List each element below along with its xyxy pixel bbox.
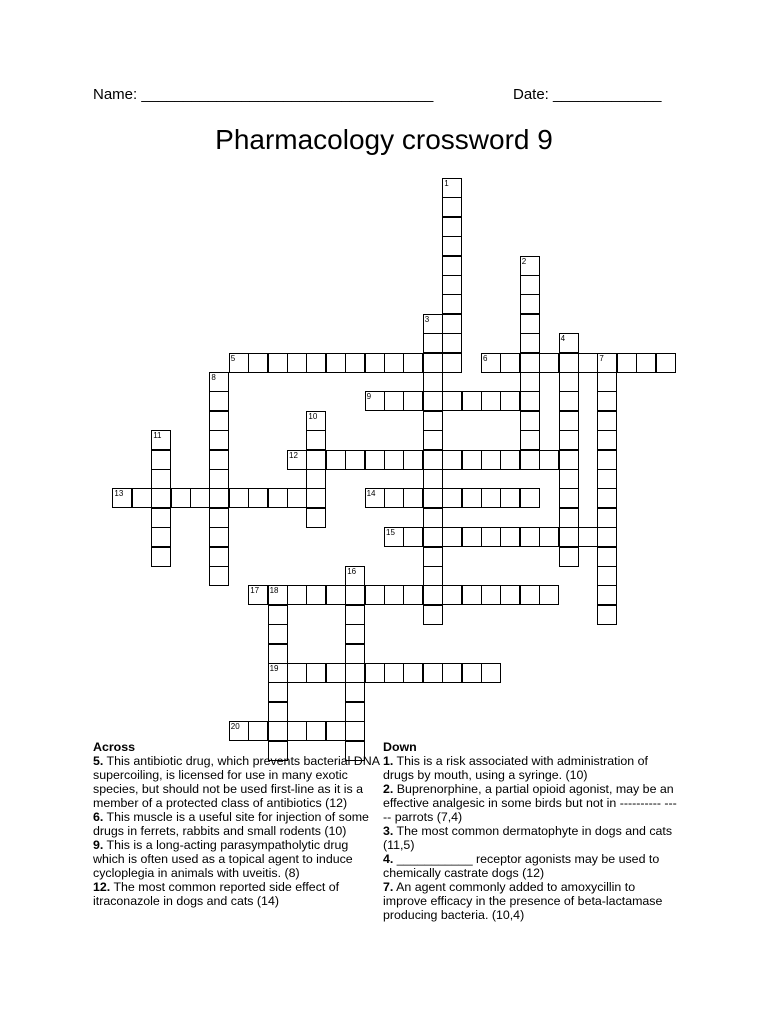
grid-cell[interactable]: [462, 663, 482, 683]
grid-cell[interactable]: [462, 391, 482, 411]
grid-cell[interactable]: [520, 275, 540, 295]
down-clues: [383, 740, 678, 922]
grid-cell[interactable]: [481, 488, 501, 508]
grid-cell[interactable]: [209, 488, 229, 508]
grid-cell[interactable]: [403, 353, 423, 373]
grid-cell[interactable]: [306, 469, 326, 489]
grid-cell[interactable]: [539, 585, 559, 605]
grid-cell[interactable]: [365, 391, 385, 411]
grid-cell[interactable]: [481, 450, 501, 470]
grid-cell[interactable]: [520, 294, 540, 314]
grid-cell[interactable]: [151, 547, 171, 567]
grid-cell[interactable]: [500, 353, 520, 373]
grid-cell[interactable]: [442, 294, 462, 314]
grid-cell[interactable]: [229, 721, 249, 741]
clue-number: 3: [424, 314, 430, 324]
grid-cell[interactable]: [423, 585, 443, 605]
grid-cell[interactable]: [423, 527, 443, 547]
clue-number: 6: [483, 353, 488, 363]
grid-cell[interactable]: [423, 469, 443, 489]
grid-cell[interactable]: [112, 488, 132, 508]
grid-cell[interactable]: [559, 547, 579, 567]
name-field-line: Name: ___________________________________: [93, 86, 434, 103]
grid-cell[interactable]: [500, 585, 520, 605]
clue-number: 2: [521, 256, 527, 266]
grid-cell[interactable]: [656, 353, 676, 373]
grid-cell[interactable]: [539, 527, 559, 547]
grid-cell[interactable]: [462, 450, 482, 470]
grid-cell[interactable]: [384, 450, 404, 470]
grid-cell[interactable]: [559, 372, 579, 392]
clue-number: 5.: [93, 754, 104, 768]
grid-cell[interactable]: [597, 527, 617, 547]
grid-cell[interactable]: [597, 372, 617, 392]
down-clue: [383, 852, 678, 880]
grid-cell[interactable]: [209, 391, 229, 411]
grid-cell[interactable]: [384, 391, 404, 411]
grid-cell[interactable]: [384, 353, 404, 373]
grid-cell[interactable]: [520, 585, 540, 605]
grid-cell[interactable]: [209, 450, 229, 470]
grid-cell[interactable]: [597, 430, 617, 450]
clue-number: 5: [230, 353, 236, 363]
clue-number: 13: [114, 489, 124, 499]
grid-cell[interactable]: [597, 585, 617, 605]
grid-cell[interactable]: [248, 488, 268, 508]
grid-cell[interactable]: [423, 314, 443, 334]
grid-cell[interactable]: [423, 547, 443, 567]
grid-cell[interactable]: [500, 488, 520, 508]
grid-cell[interactable]: [209, 430, 229, 450]
grid-cell[interactable]: [423, 430, 443, 450]
grid-cell[interactable]: [462, 585, 482, 605]
grid-cell[interactable]: [268, 644, 288, 664]
grid-cell[interactable]: [248, 353, 268, 373]
grid-cell[interactable]: [559, 353, 579, 373]
grid-cell[interactable]: [423, 391, 443, 411]
grid-cell[interactable]: [306, 721, 326, 741]
grid-cell[interactable]: [365, 663, 385, 683]
grid-cell[interactable]: [306, 353, 326, 373]
grid-cell[interactable]: [345, 721, 365, 741]
clue-number: 4.: [383, 852, 394, 866]
grid-cell[interactable]: [268, 585, 288, 605]
grid-cell[interactable]: [423, 333, 443, 353]
grid-cell[interactable]: [384, 527, 404, 547]
grid-cell[interactable]: [481, 585, 501, 605]
grid-cell[interactable]: [345, 624, 365, 644]
clue-number: 4: [560, 334, 566, 344]
grid-cell[interactable]: [423, 372, 443, 392]
grid-cell[interactable]: [481, 527, 501, 547]
clue-number: 9: [366, 392, 372, 402]
clue-text: ___________ receptor agonists may be used to chemically castrate dogs (12): [383, 852, 660, 880]
grid-cell[interactable]: [481, 391, 501, 411]
grid-cell[interactable]: [248, 585, 268, 605]
grid-cell[interactable]: [365, 488, 385, 508]
grid-cell[interactable]: [345, 585, 365, 605]
grid-cell[interactable]: [171, 488, 191, 508]
grid-cell[interactable]: [132, 488, 152, 508]
grid-cell[interactable]: [306, 488, 326, 508]
grid-cell[interactable]: [306, 450, 326, 470]
down-heading: Down: [383, 740, 417, 754]
grid-cell[interactable]: [636, 353, 656, 373]
grid-cell[interactable]: [345, 353, 365, 373]
grid-cell[interactable]: [384, 585, 404, 605]
grid-cell[interactable]: [151, 430, 171, 450]
grid-cell[interactable]: [151, 488, 171, 508]
grid-cell[interactable]: [462, 527, 482, 547]
grid-cell[interactable]: [520, 256, 540, 276]
across-clue: [93, 754, 383, 810]
grid-cell[interactable]: [442, 353, 462, 373]
grid-cell[interactable]: [500, 527, 520, 547]
grid-cell[interactable]: [403, 450, 423, 470]
clue-number: 11: [153, 431, 162, 441]
grid-cell[interactable]: [268, 721, 288, 741]
grid-cell[interactable]: [597, 391, 617, 411]
grid-cell[interactable]: [306, 508, 326, 528]
grid-cell[interactable]: [559, 333, 579, 353]
grid-cell[interactable]: [520, 450, 540, 470]
clue-number: 8: [211, 373, 216, 382]
grid-cell[interactable]: [423, 488, 443, 508]
grid-cell[interactable]: [617, 353, 637, 373]
grid-cell[interactable]: [520, 333, 540, 353]
grid-cell[interactable]: [287, 450, 307, 470]
clue-number: 6.: [93, 810, 104, 824]
grid-cell[interactable]: [442, 275, 462, 295]
grid-cell[interactable]: [442, 391, 462, 411]
clue-text: The most common reported side effect of itraconazole in dogs and cats (14): [93, 880, 340, 908]
clue-number: 2.: [383, 782, 394, 796]
grid-cell[interactable]: [365, 450, 385, 470]
grid-cell[interactable]: [384, 488, 404, 508]
across-clue: [93, 810, 383, 838]
clue-number: 10: [308, 411, 318, 421]
grid-cell[interactable]: [559, 391, 579, 411]
grid-cell[interactable]: [442, 488, 462, 508]
grid-cell[interactable]: [209, 372, 229, 392]
grid-cell[interactable]: [597, 353, 617, 373]
clue-number: 7: [599, 353, 604, 363]
grid-cell[interactable]: [462, 488, 482, 508]
clue-text: The most common dermatophyte in dogs and cats (11,5): [383, 824, 673, 852]
grid-cell[interactable]: [578, 353, 598, 373]
grid-cell[interactable]: [287, 663, 307, 683]
clue-number: 18: [269, 586, 279, 596]
clue-number: 7.: [383, 880, 394, 894]
clue-number: 14: [366, 489, 376, 499]
grid-cell[interactable]: [345, 663, 365, 683]
grid-cell[interactable]: [209, 547, 229, 567]
grid-cell[interactable]: [268, 605, 288, 625]
grid-cell[interactable]: [306, 430, 326, 450]
grid-cell[interactable]: [442, 314, 462, 334]
grid-cell[interactable]: [403, 391, 423, 411]
grid-cell[interactable]: [365, 353, 385, 373]
grid-cell[interactable]: [268, 682, 288, 702]
clue-number: 12: [289, 450, 298, 460]
grid-cell[interactable]: [442, 585, 462, 605]
grid-cell[interactable]: [326, 721, 346, 741]
grid-cell[interactable]: [326, 585, 346, 605]
grid-cell[interactable]: [403, 527, 423, 547]
grid-cell[interactable]: [597, 450, 617, 470]
grid-cell[interactable]: [268, 663, 288, 683]
grid-cell[interactable]: [423, 663, 443, 683]
grid-cell[interactable]: [423, 508, 443, 528]
grid-cell[interactable]: [209, 411, 229, 431]
grid-cell[interactable]: [306, 411, 326, 431]
grid-cell[interactable]: [287, 488, 307, 508]
grid-cell[interactable]: [442, 663, 462, 683]
clue-text: This is a risk associated with administration of drugs by mouth, using a syringe. (10): [383, 754, 648, 782]
grid-cell[interactable]: [248, 721, 268, 741]
clue-number: 1.: [383, 754, 394, 768]
grid-cell[interactable]: [559, 411, 579, 431]
grid-cell[interactable]: [442, 256, 462, 276]
grid-cell[interactable]: [268, 353, 288, 373]
clue-number: 15: [386, 528, 395, 538]
clue-text: This antibiotic drug, which prevents bacterial DNA supercoiling, is licensed for use in many exotic species, but should not be used first-line as it is a member of a protected class of antibiotics (12): [93, 754, 380, 810]
grid-cell[interactable]: [500, 450, 520, 470]
grid-cell[interactable]: [345, 566, 365, 586]
grid-cell[interactable]: [597, 547, 617, 567]
down-clue: [383, 824, 678, 852]
grid-cell[interactable]: [306, 663, 326, 683]
grid-cell[interactable]: [597, 469, 617, 489]
across-heading: Across: [93, 740, 136, 754]
grid-cell[interactable]: [345, 450, 365, 470]
grid-cell[interactable]: [597, 508, 617, 528]
page-title: Pharmacology crossword 9: [215, 124, 553, 155]
clue-number: 9.: [93, 838, 104, 852]
grid-cell[interactable]: [500, 391, 520, 411]
grid-cell[interactable]: [442, 178, 462, 198]
grid-cell[interactable]: [481, 353, 501, 373]
grid-cell[interactable]: [345, 644, 365, 664]
clue-number: 16: [347, 567, 357, 576]
grid-cell[interactable]: [384, 663, 404, 683]
clue-number: 12.: [93, 880, 111, 894]
grid-cell[interactable]: [559, 430, 579, 450]
grid-cell[interactable]: [423, 566, 443, 586]
date-field-line: Date: _____________: [513, 86, 662, 103]
grid-cell[interactable]: [559, 469, 579, 489]
grid-cell[interactable]: [597, 566, 617, 586]
grid-cell[interactable]: [520, 411, 540, 431]
clue-text: This muscle is a useful site for injection of some drugs in ferrets, rabbits and small rodents (10): [93, 810, 369, 838]
clue-number: 20: [230, 722, 240, 732]
grid-cell[interactable]: [520, 372, 540, 392]
grid-cell[interactable]: [326, 353, 346, 373]
grid-cell[interactable]: [326, 450, 346, 470]
down-clue: [383, 782, 678, 824]
clue-number: 17: [250, 586, 260, 596]
grid-cell[interactable]: [345, 702, 365, 722]
grid-cell[interactable]: [578, 527, 598, 547]
grid-cell[interactable]: [306, 585, 326, 605]
grid-cell[interactable]: [442, 217, 462, 237]
grid-cell[interactable]: [268, 624, 288, 644]
across-clue: [93, 838, 383, 880]
grid-cell[interactable]: [209, 527, 229, 547]
grid-cell[interactable]: [442, 333, 462, 353]
grid-cell[interactable]: [151, 508, 171, 528]
clue-text: An agent commonly added to amoxycillin to improve efficacy in the presence of beta-lactamase producing bacteria. (10,4): [383, 880, 663, 922]
grid-cell[interactable]: [520, 314, 540, 334]
grid-cell[interactable]: [423, 450, 443, 470]
grid-cell[interactable]: [423, 411, 443, 431]
grid-cell[interactable]: [559, 450, 579, 470]
across-clue-list: [93, 754, 383, 908]
clue-number: 3.: [383, 824, 394, 838]
grid-cell[interactable]: [442, 197, 462, 217]
grid-cell[interactable]: [520, 488, 540, 508]
grid-cell[interactable]: [520, 527, 540, 547]
grid-cell[interactable]: [268, 702, 288, 722]
across-clue: [93, 880, 383, 908]
grid-cell[interactable]: [597, 488, 617, 508]
grid-cell[interactable]: [403, 488, 423, 508]
grid-cell[interactable]: [326, 663, 346, 683]
grid-cell[interactable]: [190, 488, 210, 508]
grid-cell[interactable]: [403, 663, 423, 683]
grid-cell[interactable]: [151, 527, 171, 547]
grid-cell[interactable]: [559, 488, 579, 508]
across-clues: [93, 740, 383, 908]
clue-text: Buprenorphine, a partial opioid agonist, may be an effective analgesic in some birds but not in ---------- ----- parrots (7,4): [383, 782, 677, 824]
clue-text: This is a long-acting parasympatholytic drug which is often used as a topical agent to induce cycloplegia in animals with uveitis. (8): [93, 838, 353, 880]
grid-cell[interactable]: [520, 391, 540, 411]
grid-cell[interactable]: [345, 605, 365, 625]
grid-cell[interactable]: [209, 508, 229, 528]
grid-cell[interactable]: [268, 488, 288, 508]
grid-cell[interactable]: [423, 353, 443, 373]
grid-cell[interactable]: [442, 236, 462, 256]
grid-cell[interactable]: [209, 469, 229, 489]
grid-cell[interactable]: [520, 430, 540, 450]
grid-cell[interactable]: [597, 605, 617, 625]
grid-cell[interactable]: [287, 353, 307, 373]
grid-cell[interactable]: [423, 605, 443, 625]
grid-cell[interactable]: [520, 353, 540, 373]
grid-cell[interactable]: [559, 508, 579, 528]
grid-cell[interactable]: [229, 353, 249, 373]
grid-cell[interactable]: [151, 469, 171, 489]
grid-cell[interactable]: [345, 682, 365, 702]
down-clue: [383, 754, 678, 782]
grid-cell[interactable]: [481, 663, 501, 683]
grid-cell[interactable]: [559, 527, 579, 547]
clue-number: 1: [444, 179, 449, 188]
down-clue: [383, 880, 678, 922]
grid-cell[interactable]: [597, 411, 617, 431]
grid-cell[interactable]: [287, 585, 307, 605]
grid-cell[interactable]: [442, 527, 462, 547]
grid-cell[interactable]: [287, 721, 307, 741]
grid-cell[interactable]: [209, 566, 229, 586]
grid-cell[interactable]: [539, 450, 559, 470]
grid-cell[interactable]: [539, 353, 559, 373]
grid-cell[interactable]: [403, 585, 423, 605]
clue-number: 19: [269, 664, 279, 673]
down-clue-list: [383, 754, 678, 922]
grid-cell[interactable]: [151, 450, 171, 470]
grid-cell[interactable]: [365, 585, 385, 605]
grid-cell[interactable]: [229, 488, 249, 508]
grid-cell[interactable]: [442, 450, 462, 470]
